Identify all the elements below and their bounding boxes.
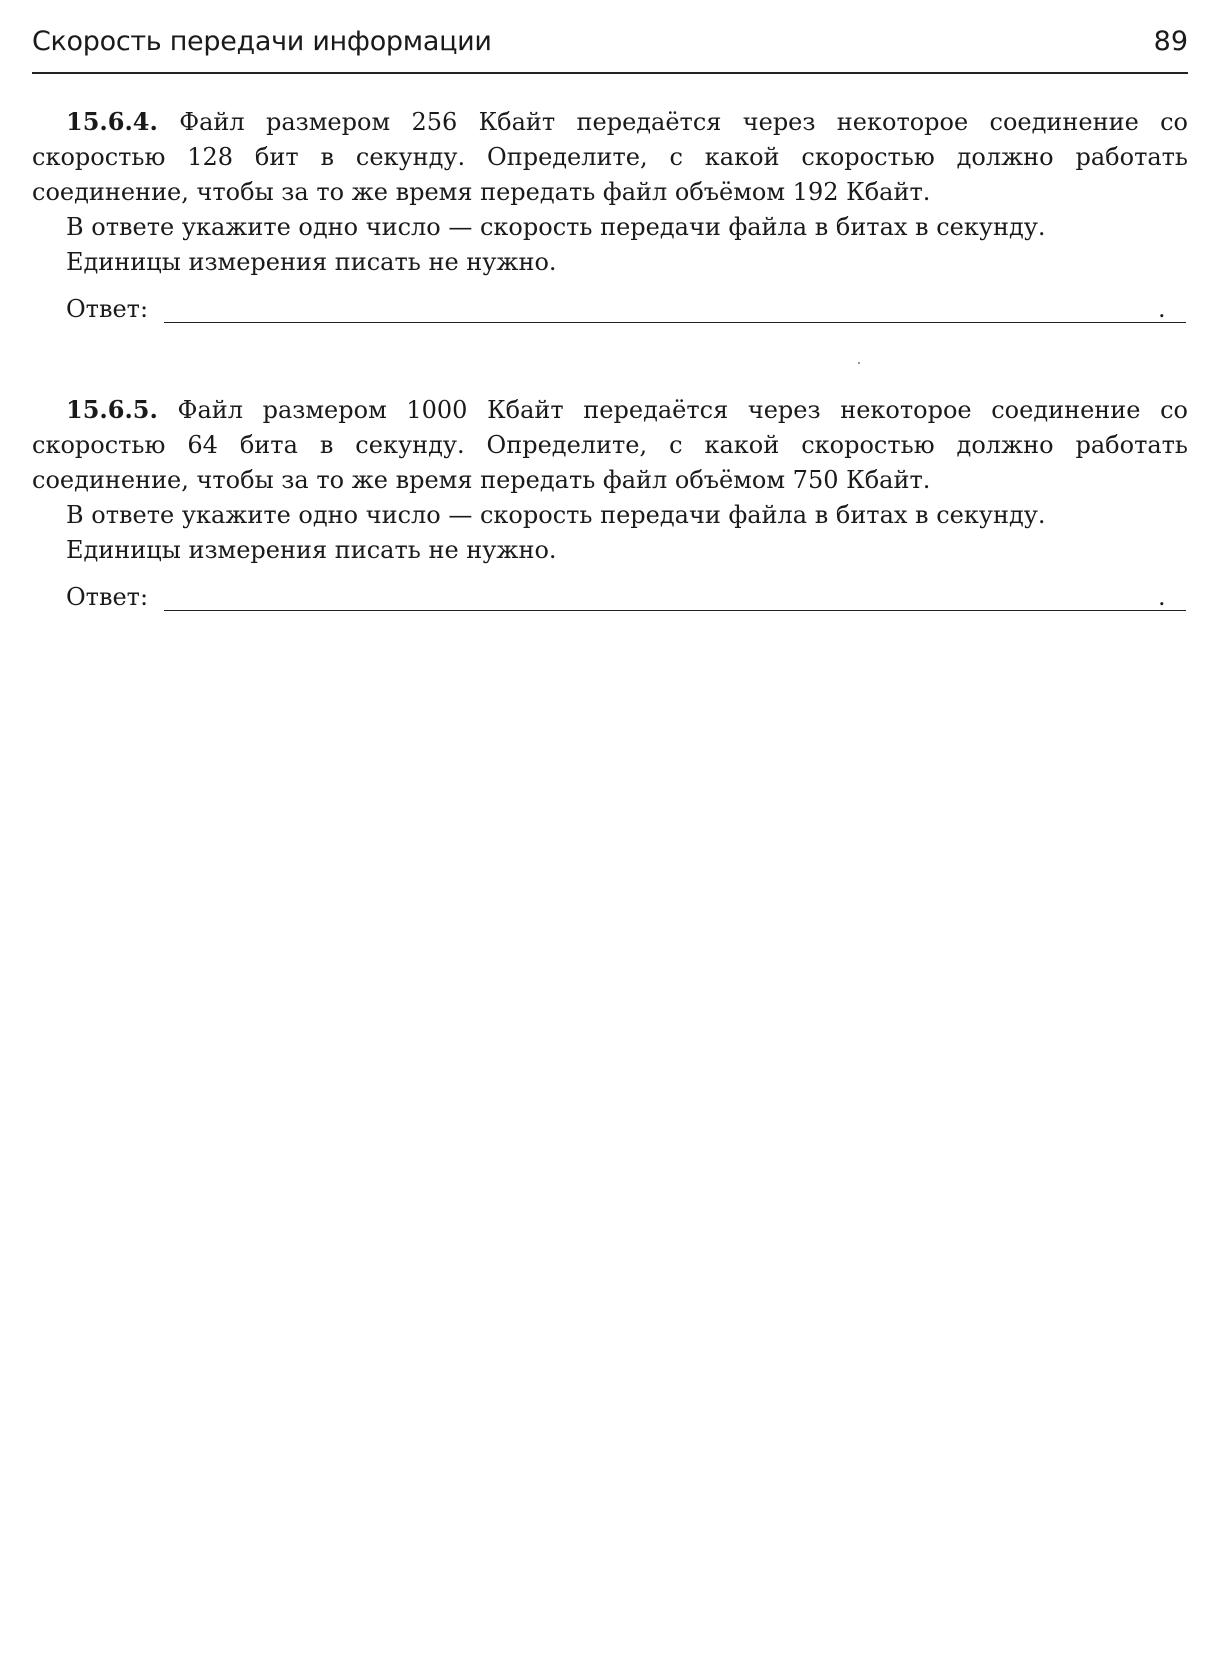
problem-15-6-5 — [32, 392, 1188, 615]
answer-instruction: В ответе укажите одно число — скорость передачи файла в битах в секунду. — [66, 213, 1046, 241]
answer-row — [32, 292, 1188, 327]
problem-text: Файл размером 256 Кбайт передаётся через некоторое соединение со скоростью 128 бит в секунду. Определите, с какой скоростью должно работать соединение, чтобы за то же время передать файл объёмом 192 Кбайт. — [32, 108, 1188, 206]
problem-15-6-4 — [32, 104, 1188, 327]
running-head — [32, 26, 1188, 66]
page-number: 89 — [1153, 26, 1188, 57]
answer-blank[interactable] — [164, 610, 1186, 611]
answer-blank[interactable] — [164, 322, 1186, 323]
answer-instruction: В ответе укажите одно число — скорость передачи файла в битах в секунду. — [66, 501, 1046, 529]
problem-text: Файл размером 1000 Кбайт передаётся через некоторое соединение со скоростью 64 бита в секунду. Определите, с какой скоростью должно работать соединение, чтобы за то же время передать файл объёмом 750 Кбайт. — [32, 396, 1188, 494]
problem-number: 15.6.4. — [66, 107, 158, 136]
header-rule — [32, 72, 1188, 74]
units-note: Единицы измерения писать не нужно. — [66, 536, 557, 564]
problem-number: 15.6.5. — [66, 395, 158, 424]
answer-period: . — [1158, 295, 1166, 323]
problem-statement — [32, 104, 1188, 210]
answer-label: Ответ: — [66, 295, 149, 323]
section-title: Скорость передачи информации — [32, 26, 492, 57]
answer-row — [32, 580, 1188, 615]
answer-label: Ответ: — [66, 583, 149, 611]
units-note: Единицы измерения писать не нужно. — [66, 248, 557, 276]
answer-period: . — [1158, 583, 1166, 611]
scan-speck — [858, 362, 860, 364]
problem-statement — [32, 392, 1188, 498]
